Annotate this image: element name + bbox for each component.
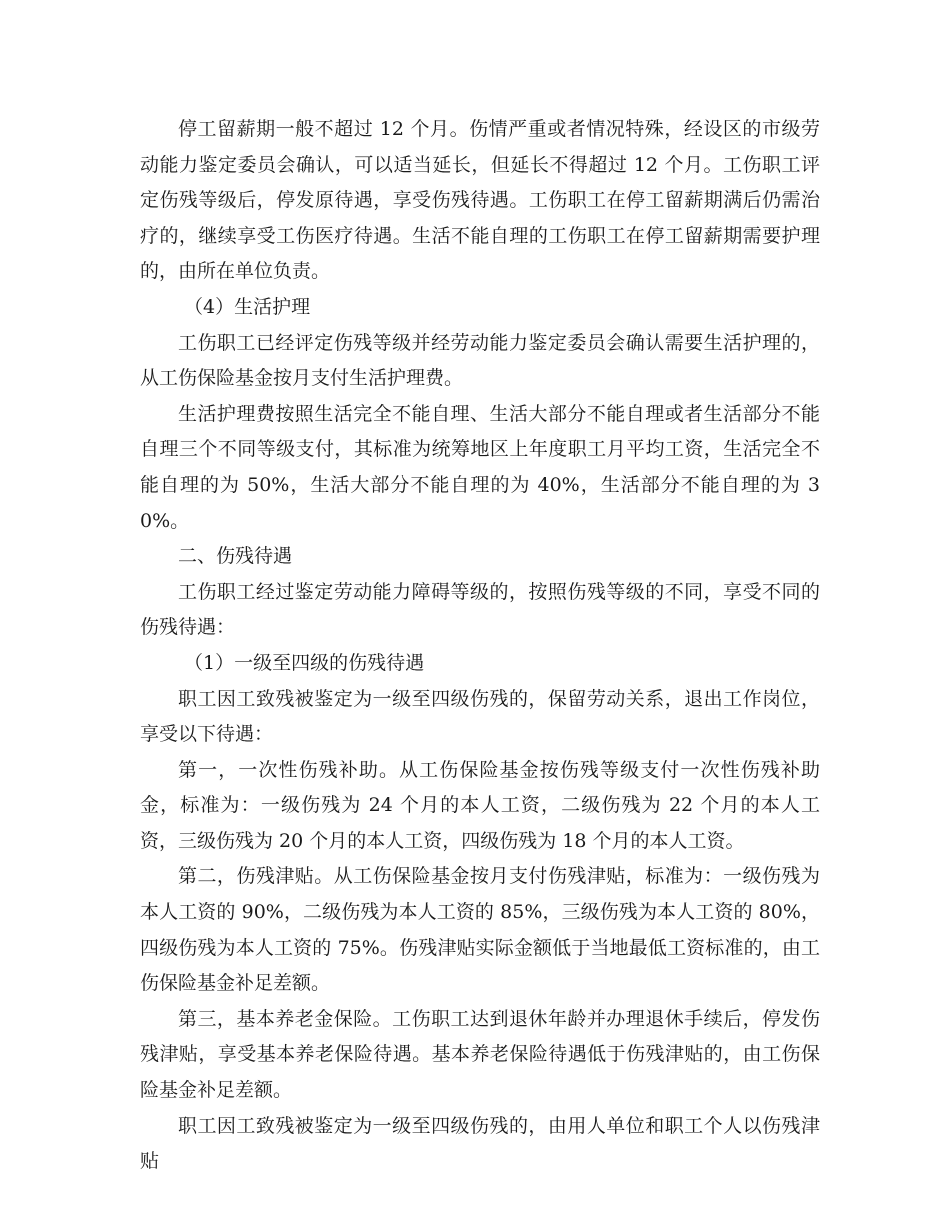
paragraph-suspension-period: 停工留薪期一般不超过 12 个月。伤情严重或者情况特殊，经设区的市级劳动能力鉴定委员会确认，可以适当延长，但延长不得超过 12 个月。工伤职工评定伤残等级后，停发原待遇，享受伤残待遇。工伤职工在停工留薪期满后仍需治疗的，继续享受工伤医疗待遇。生活不能自理的工伤职工在停工留薪期需要护理的，由所在单位负责。: [140, 118, 820, 283]
paragraph-pension-insurance: 第三，基本养老金保险。工伤职工达到退休年龄并办理退休手续后，停发伤残津贴，享受基本养老保险待遇。基本养老保险待遇低于伤残津贴的，由工伤保险基金补足差额。: [140, 1007, 820, 1102]
heading-life-care: （4）生活护理: [184, 295, 311, 318]
document-body: [140, 112, 820, 1180]
paragraph-life-care-eligibility: 工伤职工已经评定伤残等级并经劳动能力鉴定委员会确认需要生活护理的，从工伤保险基金按月支付生活护理费。: [140, 331, 820, 390]
heading-grade-1-4: （1）一级至四级的伤残待遇: [184, 651, 425, 674]
paragraph-life-care-standards: 生活护理费按照生活完全不能自理、生活大部分不能自理或者生活部分不能自理三个不同等级支付，其标准为统筹地区上年度职工月平均工资，生活完全不能自理的为 50%，生活大部分不能自理的为 40%，生活部分不能自理的为 30%。: [140, 402, 820, 532]
paragraph-lump-sum-subsidy: 第一，一次性伤残补助。从工伤保险基金按伤残等级支付一次性伤残补助金，标准为：一级伤残为 24 个月的本人工资，二级伤残为 22 个月的本人工资，三级伤残为 20 个月的本人工资，四级伤残为 18 个月的本人工资。: [140, 758, 820, 852]
paragraph-grade-1-4-intro: 职工因工致残被鉴定为一级至四级伤残的，保留劳动关系，退出工作岗位，享受以下待遇：: [140, 687, 820, 746]
paragraph-disability-allowance: 第二，伤残津贴。从工伤保险基金按月支付伤残津贴，标准为：一级伤残为本人工资的 90%，二级伤残为本人工资的 85%，三级伤残为本人工资的 80%，四级伤残为本人工资的 75%。伤残津贴实际金额低于当地最低工资标准的，由工伤保险基金补足差额。: [140, 865, 820, 995]
paragraph-disability-intro: 工伤职工经过鉴定劳动能力障碍等级的，按照伤残等级的不同，享受不同的伤残待遇：: [140, 580, 820, 639]
paragraph-contribution: 职工因工致残被鉴定为一级至四级伤残的，由用人单位和职工个人以伤残津贴: [140, 1114, 820, 1173]
section-title-disability-benefits: 二、伤残待遇: [178, 545, 293, 568]
